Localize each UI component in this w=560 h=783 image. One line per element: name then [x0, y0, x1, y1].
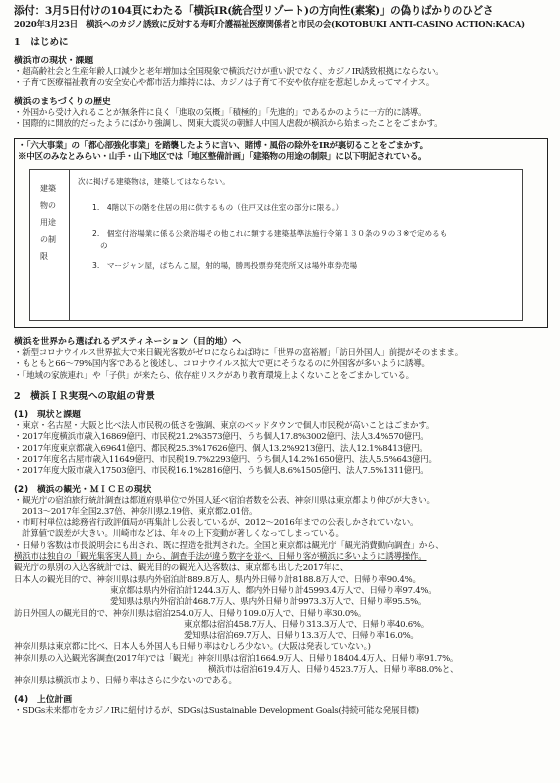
tax-line: ・2017年度名古屋市歳入11649億円、市民税19.7%2293億円、うち個人14.2%1650億円、法人5.5%643億円。 [14, 454, 437, 465]
table-item-continuation: の [100, 241, 108, 251]
history-line: ・外国から受け入れることが無条件に良く「進取の気概」「積極的」「先進的」であるかのように一方的に誘導。 [14, 107, 427, 118]
table-item: 3. マージャン屋，ぱちんこ屋，射的場，勝馬投票券発売所又は場外車券売場 [92, 261, 358, 271]
history-heading: 横浜のまちづくりの歴史 [14, 96, 111, 107]
section-2-heading: 2 横浜ＩＲ実現への取組の背景 [14, 391, 155, 403]
tourism-line: 愛知県は宿泊69.7万人、日帰り13.3万人で、日帰り率16.0%。 [184, 631, 419, 642]
tourism-line: 東京都は宿泊458.7万人、日帰り313.3万人で、日帰り率40.6%。 [184, 619, 430, 630]
destination-heading: 横浜を世界から選ばれるデスティネーション（目的地）へ [14, 337, 242, 348]
tourism-line: 神奈川県の入込観光客調査(2017年)では「観光」神奈川県は宿泊1664.9万人、日帰り18404.4万人、日帰り率91.7%。 [14, 653, 459, 664]
status-heading: 横浜市の現状・課題 [14, 56, 94, 66]
current-issues-heading: (1) 現状と課題 [14, 410, 81, 421]
tourism-line: ・観光庁の宿泊旅行統計調査は都道府県単位で外国人延べ宿泊者数を公表、神奈川県は東京都より伸びが大きい。 [14, 495, 435, 506]
destination-line: ・新型コロナウイルス世界拡大で来日観光客数がゼロにならねば時に「世界の富裕層」「訪日外国人」前提がそのままま。 [14, 348, 463, 359]
destination-line: ・「地域の家族連れ」や「子供」が来たら、依存症リスクがあり教育環境上よくないことをごまかしている。 [14, 370, 414, 381]
tax-line: ・東京・名古屋・大阪と比べ法人市民税の低さを強調、東京のベッドタウンで個人市民税が高いことはごまかす。 [14, 421, 435, 432]
table-label-part: 物の [40, 201, 56, 211]
document-date-line: 2020年3月23日 横浜へのカジノ誘致に反対する寿町介護福祉医療関係者と市民の会(KOTOBUKI ANTI-CASINO ACTION:KACA) [14, 19, 525, 29]
tax-line: ・2017年度大阪市歳入17503億円、市民税16.1%2816億円、うち個人8.6%1505億円、法人7.5%1311億円。 [14, 466, 429, 477]
zoning-restriction-box [14, 138, 548, 328]
tourism-line: 横浜市は独自の「観光集客実人員」から、調査手法が違う数字を並べ、日帰り客が横浜に多いように誘導操作。 [14, 552, 427, 563]
tourism-line: 神奈川県は横浜市より、日帰り率はさらに少ないのである。 [14, 676, 237, 687]
upper-plan-heading: (4) 上位計画 [14, 694, 73, 705]
destination-line: ・もともと66～79%国内客であると後述し、コロナウイルス拡大で更にそうなるのに外国客が多いように誘導。 [14, 359, 430, 370]
table-label-part: 建築 [40, 184, 56, 194]
table-item: 1. 4階以下の階を住居の用に供するもの（住戸又は住室の部分に限る。） [92, 203, 344, 213]
tourism-line: 日本人の観光目的で、神奈川県は県内外宿泊計889.8万人、県内外日帰り計8188.8万人で、日帰り率90.4%。 [14, 574, 421, 585]
tourism-line: ・日帰り客数は市長説明会にも出され、既に捏造を批判された。全国と東京都は観光庁「観光消費動向調査」から、 [14, 540, 444, 551]
tax-line: ・2017年度横浜市歳入16869億円、市民税21.2%3573億円、うち個人17.8%3002億円、法人3.4%570億円。 [14, 432, 429, 443]
tourism-line: 計算値で誤差が大きい。川崎市などは、年々の上下変動が著しくなってしまっている。 [22, 529, 344, 540]
table-label-part: 用途 [40, 218, 56, 228]
building-use-table [29, 169, 523, 321]
table-label-part: の制 [40, 235, 56, 245]
table-label-part: 限 [40, 252, 48, 262]
tourism-line: 観光庁の県別の入込客統計では、観光目的の観光入込客数は、東京都も出した2017年に、 [14, 563, 349, 574]
box-line: ・「六大事業」の「都心部強化事業」を踏襲したように言い、賭博・風俗の除外をIRが裏切ることをごまかす。 [18, 141, 428, 152]
sdgs-line: ・SDGs未来都市をカジノIRに紐付けるが、SDGsはSustainable Development Goals(持続可能な発展目標) [14, 705, 419, 716]
table-intro: 次に掲げる建築物は，建築してはならない。 [78, 177, 230, 187]
tourism-line: ・市町村単位は総務省行政評価局が再集計し公表しているが、2012～2016年までの公表しかされていない。 [14, 518, 419, 529]
status-line: ・超高齢社会と生産年齢人口減少と老年増加は全国現象で横浜だけが重い訳でなく、カジノIR誘致根拠にならない。 [14, 67, 444, 77]
table-label [30, 170, 70, 320]
tourism-line: 横浜市は宿泊619.4万人、日帰り4523.7万人、日帰り率88.0%と、 [208, 665, 459, 676]
table-item: 2. 個室付浴場業に係る公衆浴場その他これに類する建築基準法施行令第１３０条の９の３※で定めるも [92, 229, 448, 239]
status-line: ・子育て医療福祉教育の安全安心や都市活力維持には、カジノは子育て不安や依存症を惹起しかえってマイナス。 [14, 78, 435, 89]
document-title: 添付：3月5日付けの104頁にわたる「横浜IR(統合型リゾート)の方向性(素案)」の偽りばかりのひどさ [14, 5, 494, 17]
box-note: ※中区のみなとみらい・山手・山下地区では「地区整備計画」「建築物の用途の制限」に以下明記されている。 [18, 152, 427, 163]
history-line: ・国際的に開放的だったようにばかり強調し、関東大震災の朝鮮人中国人虐殺が横浜から始まったことをごまかす。 [14, 118, 443, 129]
tourism-line: 2013～2017年全国2.37倍、神奈川県2.19倍、東京都2.01倍。 [22, 506, 258, 517]
tourism-line: 神奈川県は東京都に比べ、日本人も外国人も日帰り率はむしろ少ない。(大阪は発表していない。) [14, 642, 371, 653]
table-content [70, 170, 522, 320]
tourism-heading: (2) 横浜の観光・ＭＩＣＥの現状 [14, 484, 152, 495]
tourism-line: 東京都は県内外宿泊計1244.3万人、都内外日帰り計45993.4万人で、日帰り率97.4%。 [110, 585, 437, 596]
section-1-heading: 1 はじめに [14, 37, 69, 48]
tourism-line: 愛知県は県内外宿泊計468.7万人、県内外日帰り計9973.3万人で、日帰り率95.5%。 [110, 597, 427, 608]
tourism-line: 訪日外国人の観光目的で、神奈川県は宿泊254.0万人、日帰り109.0万人で、日帰り率30.0%。 [14, 608, 367, 619]
tax-line: ・2017年度東京都歳入69641億円、都民税25.3%17626億円、個人13.2%9213億円、法人12.1%8413億円。 [14, 443, 428, 454]
